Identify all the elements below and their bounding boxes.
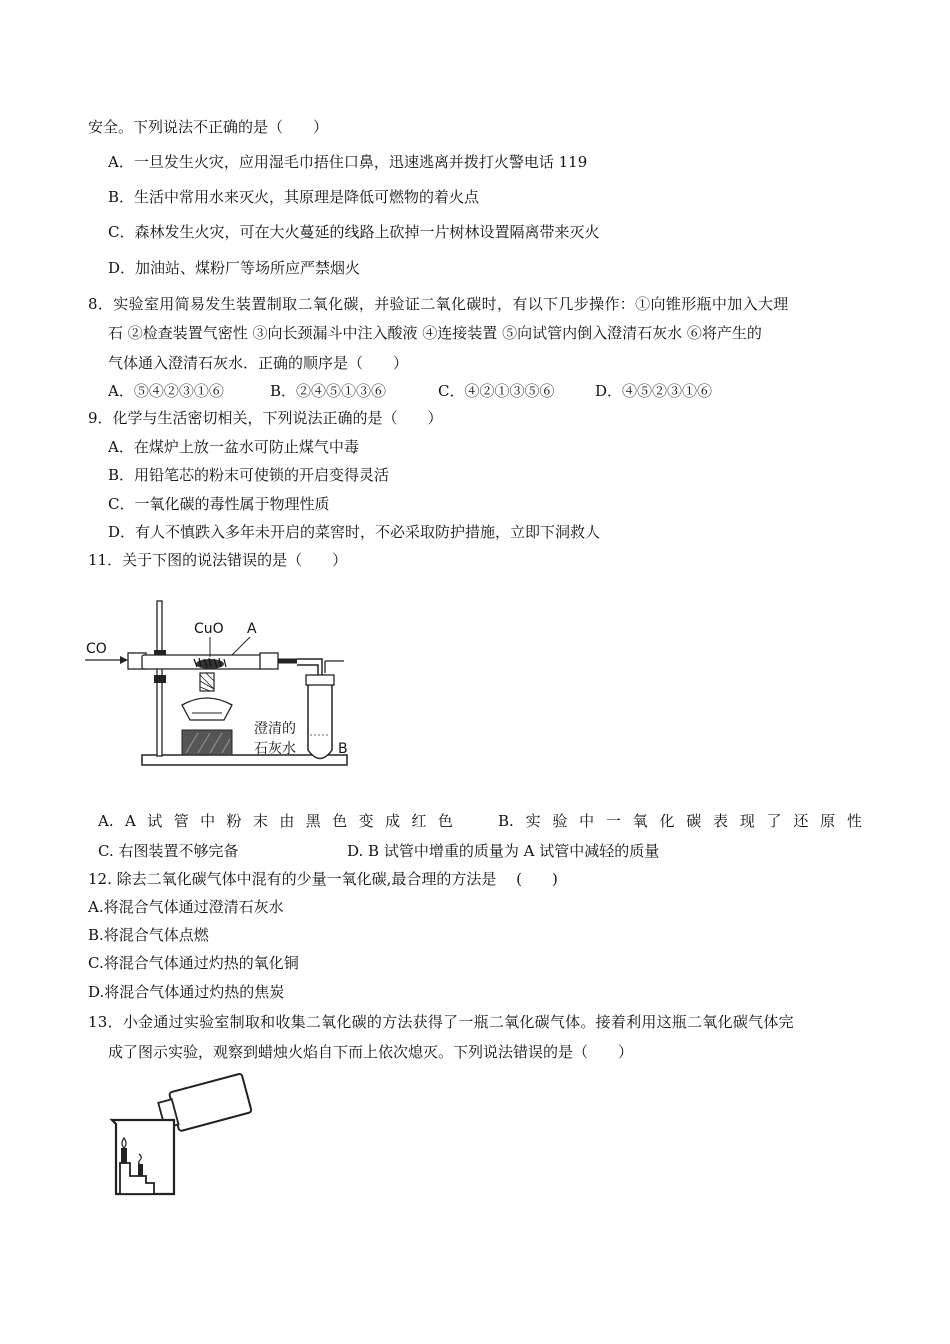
q11-b-char: 表 [713, 812, 729, 830]
q9-option-b: B．用铅笔芯的粉末可使锁的开启变得灵活 [108, 466, 390, 484]
cuo-label: CuO [194, 621, 224, 637]
q8-stem-line2: 石 ②检查装置气密性 ③向长颈漏斗中注入酸液 ④连接装置 ⑤向试管内倒入澄清石灰水 ⑥将产生的 [108, 324, 762, 342]
test-tube-stopper [306, 675, 334, 685]
q11-a-char: 末 [252, 812, 268, 830]
outlet-tube [325, 661, 344, 673]
q11-a-char: 色 [332, 812, 348, 830]
alcohol-lamp [182, 673, 232, 720]
q7-option-d: D．加油站、煤粉厂等场所应严禁烟火 [108, 259, 361, 277]
q12-option-a: A.将混合气体通过澄清石灰水 [88, 898, 284, 916]
wooden-block [182, 730, 232, 755]
candle-co2-experiment-diagram [108, 1068, 278, 1198]
q7-option-b: B．生活中常用水来灭火，其原理是降低可燃物的着火点 [108, 188, 480, 206]
q11-a-char: 试 [147, 812, 163, 830]
q11-a-char: 管 [173, 812, 189, 830]
q8-option-d: D．④⑤②③①⑥ [595, 382, 713, 400]
q11-b-char: 中 [579, 812, 595, 830]
stand-clamp-lower [154, 675, 166, 683]
q7-option-c: C．森林发生火灾，可在大火蔓延的线路上砍掉一片树林设置隔离带来灭火 [108, 223, 600, 241]
q11-b-char: 性 [846, 812, 862, 830]
co-arrow-head [120, 656, 128, 664]
q8-stem-line1: 8．实验室用简易发生装置制取二氧化碳，并验证二氧化碳时，有以下几步操作：①向锥形瓶中加入大理 [88, 295, 789, 313]
q9-option-c: C．一氧化碳的毒性属于物理性质 [108, 495, 330, 513]
q11-b-char: 验 [552, 812, 568, 830]
q11-b-char: 氧 [632, 812, 648, 830]
tube-a-pointer [232, 637, 250, 655]
limewater-label-2: 石灰水 [254, 741, 296, 757]
q11-option-a [98, 811, 453, 831]
q11-stem: 11．关于下图的说法错误的是（ ） [88, 551, 348, 569]
q11-a-char: A. [98, 812, 114, 830]
test-tube-b [308, 680, 332, 759]
q11-b-char: 原 [820, 812, 836, 830]
q11-option-d: D. B 试管中增重的质量为 A 试管中减轻的质量 [347, 842, 660, 860]
q11-a-char: 成 [385, 812, 401, 830]
q11-a-char: 色 [437, 812, 453, 830]
q11-b-char: 碳 [686, 812, 702, 830]
q11-a-char: 变 [358, 812, 374, 830]
q9-option-a: A．在煤炉上放一盆水可防止煤气中毒 [108, 438, 359, 456]
q11-b-char: 还 [793, 812, 809, 830]
q8-options [108, 381, 808, 401]
tube-b-label: B [338, 741, 348, 757]
q12-stem: 12. 除去二氧化碳气体中混有的少量一氧化碳,最合理的方法是 ( ) [88, 870, 558, 888]
q8-option-c: C．④②①③⑤⑥ [438, 382, 555, 400]
q11-a-char: 粉 [226, 812, 242, 830]
q11-b-char: 实 [525, 812, 541, 830]
q8-option-a: A．⑤④②③①⑥ [108, 382, 224, 400]
q11-b-char: 一 [605, 812, 621, 830]
q13-stem-line2: 成了图示实验，观察到蜡烛火焰自下而上依次熄灭。下列说法错误的是（ ） [108, 1043, 634, 1061]
q12-option-b: B.将混合气体点燃 [88, 926, 209, 944]
q13-stem-line1: 13．小金通过实验室制取和收集二氧化碳的方法获得了一瓶二氧化碳气体。接着利用这瓶二氧化碳气体完 [88, 1013, 794, 1031]
q8-stem-line3: 气体通入澄清石灰水．正确的顺序是（ ） [108, 354, 409, 372]
q11-b-char: 现 [739, 812, 755, 830]
tube-a-label: A [247, 621, 257, 637]
limewater-label-1: 澄清的 [254, 721, 296, 737]
q7-option-a: A．一旦发生火灾，应用湿毛巾捂住口鼻，迅速逃离并拨打火警电话 119 [108, 153, 588, 171]
co-reduction-apparatus-diagram [82, 595, 350, 770]
q12-option-c: C.将混合气体通过灼热的氧化铜 [88, 954, 299, 972]
q11-a-char: A [125, 812, 136, 830]
q11-b-char: B. [498, 812, 514, 830]
q11-a-char: 由 [279, 812, 295, 830]
q11-option-b [498, 811, 862, 831]
q11-b-char: 了 [766, 812, 782, 830]
q12-option-d: D.将混合气体通过灼热的焦炭 [88, 983, 285, 1001]
q11-a-char: 红 [411, 812, 427, 830]
q11-option-c: C. 右图装置不够完备 [98, 842, 239, 860]
upper-candle [121, 1148, 127, 1163]
upper-candle-flame-icon [122, 1138, 126, 1148]
q11-a-char: 中 [200, 812, 216, 830]
q11-b-char: 化 [659, 812, 675, 830]
right-stopper [260, 653, 278, 669]
q9-option-d: D．有人不慎跌入多年未开启的菜窖时，不必采取防护措施，立即下洞救人 [108, 523, 601, 541]
q11-a-char: 黑 [305, 812, 321, 830]
q9-stem: 9．化学与生活密切相关，下列说法正确的是（ ） [88, 409, 443, 427]
q7-stem-tail: 安全。下列说法不正确的是（ ） [88, 118, 329, 136]
co-label: CO [86, 641, 107, 657]
q8-option-b: B．②④⑤①③⑥ [270, 382, 387, 400]
